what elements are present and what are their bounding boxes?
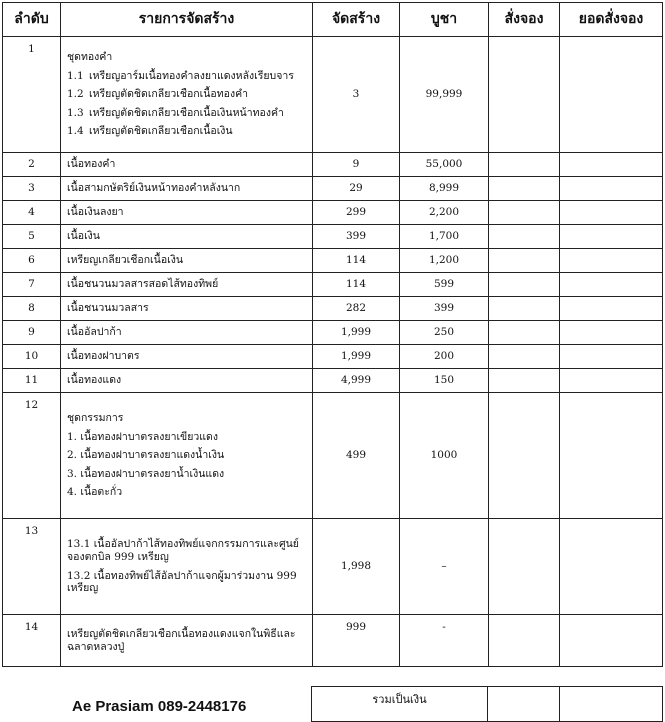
row-qty: 114	[313, 249, 400, 273]
row-item: เนื้อเงินลงยา	[61, 201, 313, 225]
row-total-cell[interactable]	[560, 273, 663, 297]
table-row	[3, 345, 663, 369]
row-order-cell[interactable]	[489, 225, 560, 249]
row-price: 99,999	[400, 37, 489, 153]
row-price: 399	[400, 297, 489, 321]
row-total-cell[interactable]	[560, 519, 663, 615]
header-qty: จัดสร้าง	[313, 3, 400, 37]
row-number: 13	[3, 519, 61, 615]
header-price: บูชา	[400, 3, 489, 37]
row-price: 1000	[400, 393, 489, 519]
row-price: 150	[400, 369, 489, 393]
row-item: เนื้อทองคำ	[61, 153, 313, 177]
sub-item-key: 1.1	[67, 69, 84, 82]
row-number: 4	[3, 201, 61, 225]
row-price: 2,200	[400, 201, 489, 225]
table-row	[3, 177, 663, 201]
row-total-cell[interactable]	[560, 297, 663, 321]
row-qty: 999	[313, 615, 400, 667]
sub-item-text: เหรียญตัดชิดเกลียวเชือกเนื้อเงิน	[89, 125, 233, 138]
row-price: –	[400, 519, 489, 615]
sub-item-key: 1.3	[67, 106, 84, 119]
row-total-cell[interactable]	[560, 201, 663, 225]
header-no: ลำดับ	[3, 3, 61, 37]
sub-item-text: 13.2 เนื้อทองทิพย์ไส้อัลปาก้าแจกผู้มาร่วมงาน 999 เหรียญ	[67, 569, 297, 595]
table-row	[3, 225, 663, 249]
row-number: 9	[3, 321, 61, 345]
sum-total-cell[interactable]	[560, 687, 663, 722]
row-price: 1,700	[400, 225, 489, 249]
row-number: 7	[3, 273, 61, 297]
row-price: 55,000	[400, 153, 489, 177]
row-qty: 299	[313, 201, 400, 225]
header-order: สั่งจอง	[489, 3, 560, 37]
sub-item	[67, 67, 306, 86]
row-order-cell[interactable]	[489, 201, 560, 225]
table-row	[3, 273, 663, 297]
row-order-cell[interactable]	[489, 297, 560, 321]
row-total-cell[interactable]	[560, 153, 663, 177]
row-item: เหรียญตัดชิดเกลียวเชือกเนื้อทองแดงแจกในพิธีและฉลาดหลวงปู่	[61, 615, 313, 667]
table-row	[3, 393, 663, 519]
sum-label: รวมเป็นเงิน	[312, 687, 488, 722]
row-qty: 1,999	[313, 345, 400, 369]
sum-row	[312, 687, 663, 722]
row-order-cell[interactable]	[489, 37, 560, 153]
order-table	[2, 2, 663, 667]
header-total: ยอดสั่งจอง	[560, 3, 663, 37]
table-row	[3, 519, 663, 615]
row-qty: 399	[313, 225, 400, 249]
row-order-cell[interactable]	[489, 369, 560, 393]
table-row	[3, 615, 663, 667]
row-price: 599	[400, 273, 489, 297]
row-total-cell[interactable]	[560, 177, 663, 201]
table-row	[3, 369, 663, 393]
row-qty: 9	[313, 153, 400, 177]
row-item: เนื้ออัลปาก้า	[61, 321, 313, 345]
table-row	[3, 297, 663, 321]
row-order-cell[interactable]	[489, 519, 560, 615]
row-number: 6	[3, 249, 61, 273]
row-qty: 282	[313, 297, 400, 321]
row-total-cell[interactable]	[560, 249, 663, 273]
row-qty: 114	[313, 273, 400, 297]
contact-info: Ae Prasiam 089-2448176	[72, 698, 247, 715]
row-total-cell[interactable]	[560, 393, 663, 519]
sub-item-text: 4. เนื้อตะกั่ว	[67, 486, 123, 499]
row-number: 5	[3, 225, 61, 249]
row-qty: 1,998	[313, 519, 400, 615]
sub-item	[67, 122, 306, 141]
row-number: 12	[3, 393, 61, 519]
row-item: เนื้อชนวนมวลสาร	[61, 297, 313, 321]
sub-item-text: เหรียญอาร์มเนื้อทองคำลงยาแดงหลังเรียบจาร	[89, 69, 294, 82]
item-title: ชุดกรรมการ	[67, 412, 124, 425]
row-price: 200	[400, 345, 489, 369]
table-row	[3, 321, 663, 345]
table-row	[3, 249, 663, 273]
row-item	[61, 393, 313, 519]
row-qty: 3	[313, 37, 400, 153]
row-qty: 499	[313, 393, 400, 519]
row-item: เนื้อสามกษัตริย์เงินหน้าทองคำหลังนาก	[61, 177, 313, 201]
row-order-cell[interactable]	[489, 153, 560, 177]
row-qty: 1,999	[313, 321, 400, 345]
sum-order-cell[interactable]	[488, 687, 560, 722]
table-row	[3, 153, 663, 177]
row-item	[61, 37, 313, 153]
row-order-cell[interactable]	[489, 393, 560, 519]
sum-table	[311, 686, 663, 722]
row-qty: 4,999	[313, 369, 400, 393]
sub-item	[67, 85, 306, 104]
row-item: เนื้อทองฝาบาตร	[61, 345, 313, 369]
row-order-cell[interactable]	[489, 249, 560, 273]
row-order-cell[interactable]	[489, 345, 560, 369]
row-price: -	[400, 615, 489, 667]
row-price: 8,999	[400, 177, 489, 201]
header-item: รายการจัดสร้าง	[61, 3, 313, 37]
sub-item-text: เหรียญตัดชิดเกลียวเชือกเนื้อทองคำ	[89, 88, 248, 101]
sub-item-key: 1.2	[67, 88, 84, 101]
sub-item-text: 3. เนื้อทองฝาบาตรลงยาน้ำเงินแดง	[67, 467, 225, 480]
row-item: เนื้อทองแดง	[61, 369, 313, 393]
row-qty: 29	[313, 177, 400, 201]
row-item: เหรียญเกลียวเชือกเนื้อเงิน	[61, 249, 313, 273]
footer	[0, 686, 665, 720]
row-number: 8	[3, 297, 61, 321]
sub-item-text: เหรียญตัดชิดเกลียวเชือกเนื้อเงินหน้าทองคำ	[89, 106, 284, 119]
row-number: 11	[3, 369, 61, 393]
row-item	[61, 519, 313, 615]
item-title: ชุดทองคำ	[67, 51, 113, 64]
row-total-cell[interactable]	[560, 321, 663, 345]
row-order-cell[interactable]	[489, 273, 560, 297]
row-total-cell[interactable]	[560, 345, 663, 369]
row-total-cell[interactable]	[560, 37, 663, 153]
item-title: 13.1 เนื้ออัลปาก้าไส้ทองทิพย์แจกกรรมการและศูนย์จองตกบิล 999 เหรียญ	[67, 538, 299, 563]
row-number: 1	[3, 37, 61, 153]
sub-item-key: 1.4	[67, 125, 84, 138]
row-price: 250	[400, 321, 489, 345]
row-order-cell[interactable]	[489, 177, 560, 201]
row-number: 10	[3, 345, 61, 369]
row-order-cell[interactable]	[489, 615, 560, 667]
row-order-cell[interactable]	[489, 321, 560, 345]
sub-item-text: 1. เนื้อทองฝาบาตรลงยาเขียวแดง	[67, 430, 218, 443]
table-header-row	[3, 3, 663, 37]
table-row	[3, 201, 663, 225]
row-number: 3	[3, 177, 61, 201]
row-item: เนื้อชนวนมวลสารสอดไส้ทองทิพย์	[61, 273, 313, 297]
table-row	[3, 37, 663, 153]
row-number: 14	[3, 615, 61, 667]
row-total-cell[interactable]	[560, 615, 663, 667]
sub-item	[67, 104, 306, 123]
row-item: เนื้อเงิน	[61, 225, 313, 249]
sub-item-text: 2. เนื้อทองฝาบาตรลงยาแดงน้ำเงิน	[67, 449, 225, 462]
row-total-cell[interactable]	[560, 369, 663, 393]
row-number: 2	[3, 153, 61, 177]
row-price: 1,200	[400, 249, 489, 273]
row-total-cell[interactable]	[560, 225, 663, 249]
